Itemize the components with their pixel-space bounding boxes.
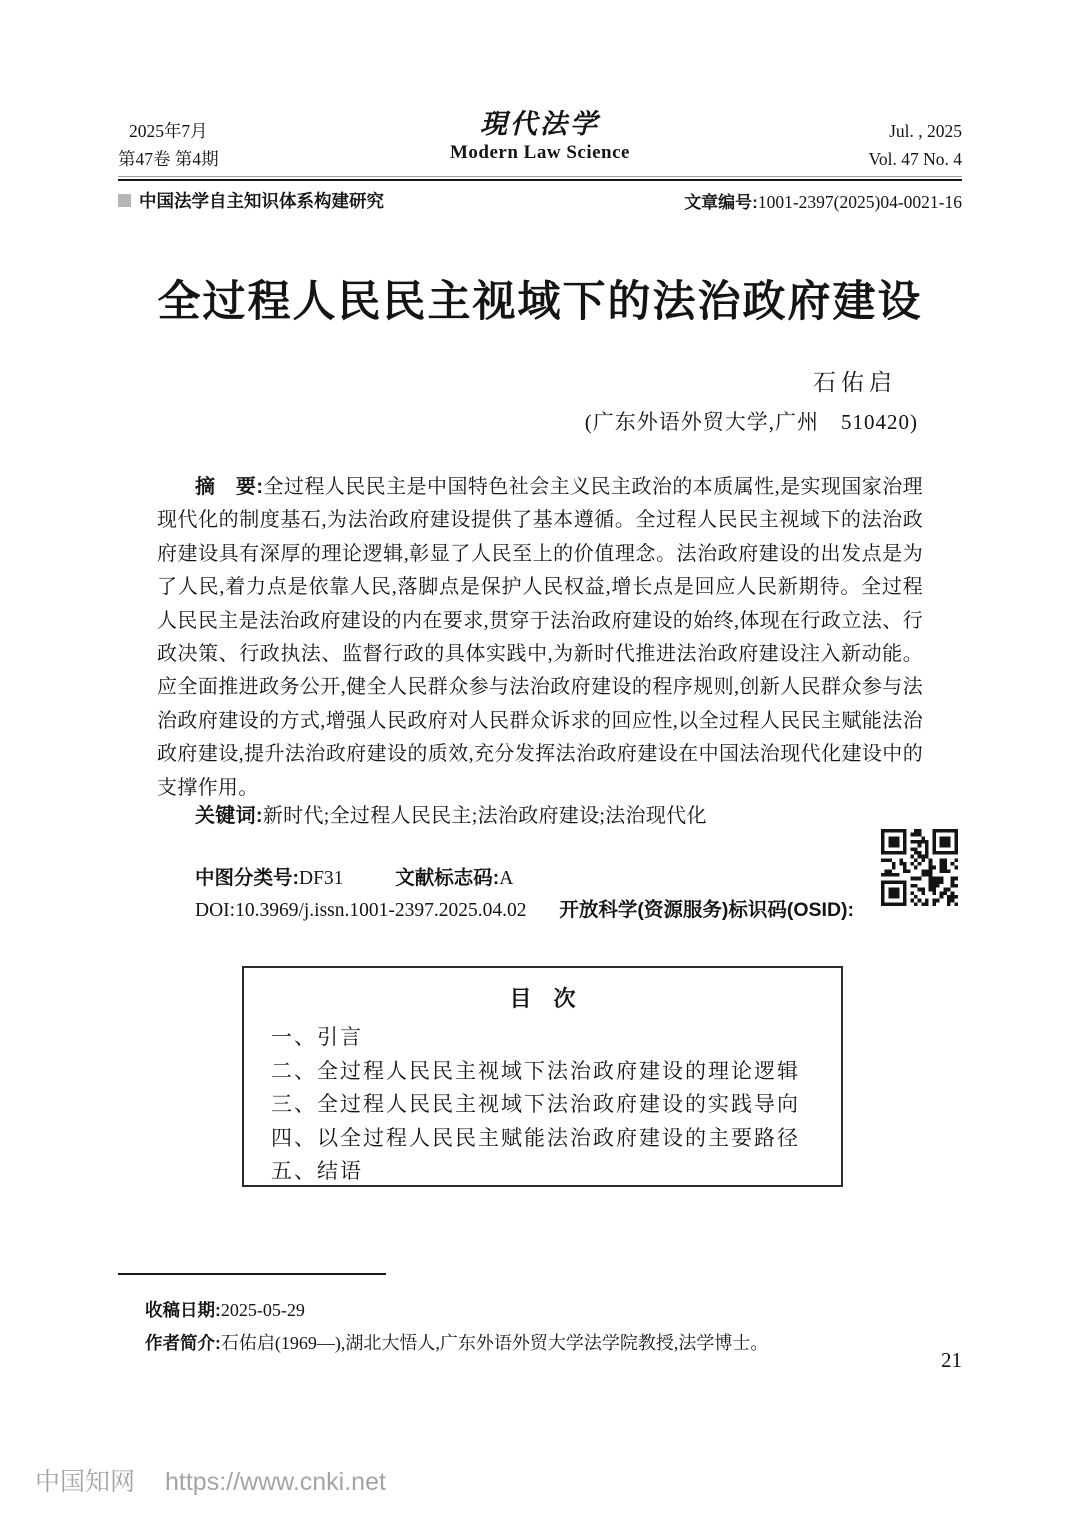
toc-item-2: 二、全过程人民民主视域下法治政府建设的理论逻辑 <box>271 1058 800 1083</box>
clc-value: DF31 <box>299 868 344 889</box>
keywords-text: 新时代;全过程人民民主;法治政府建设;法治现代化 <box>262 805 707 827</box>
masthead-rule <box>118 176 962 181</box>
keywords-line <box>157 799 923 828</box>
issue-month-cn: 2025年7月 <box>128 121 208 141</box>
cnki-url: https://www.cnki.net <box>165 1468 386 1496</box>
column-marker-square-icon <box>118 194 131 207</box>
toc-items <box>271 1021 841 1189</box>
column-row <box>118 188 962 212</box>
article-title: 全过程人民民主视域下的法治政府建设 <box>157 279 923 326</box>
toc-heading: 目 次 <box>509 986 576 1011</box>
toc-item-1: 一、引言 <box>271 1025 363 1049</box>
toc-item-3: 三、全过程人民民主视域下法治政府建设的实践导向 <box>271 1092 800 1116</box>
cnki-site-name: 中国知网 <box>35 1468 136 1496</box>
author-name: 石佑启 <box>813 370 897 395</box>
column-title: 中国法学自主知识体系构建研究 <box>139 190 384 211</box>
toc-item-5: 五、结语 <box>271 1159 363 1183</box>
received-date-value: 2025-05-29 <box>220 1300 305 1320</box>
classification-row <box>195 862 513 890</box>
doc-code-label: 文献标志码: <box>395 867 500 889</box>
clc-label: 中图分类号: <box>195 867 299 889</box>
article-number-label: 文章编号: <box>684 192 758 212</box>
abstract-text: 全过程人民民主是中国特色社会主义民主政治的本质属性,是实现国家治理现代化的制度基石,为法治政府建设提供了基本遵循。全过程人民民主视域下的法治政府建设具有深厚的理论逻辑,彰显了人民至上的价值理念。法治政府建设的出发点是为了人民,着力点是依靠人民,落脚点是保护人民权益,增长点是回应人民新期待。全过程人民民主是法治政府建设的内在要求,贯穿于法治政府建设的始终,体现在行政立法、行政决策、行政执法、监督行政的具体实践中,为新时代推进法治政府建设注入新动能。应全面推进政务公开,健全人民群众参与法治政府建设的程序规则,创新人民群众参与法治政府建设的方式,增强人民政府对人民群众诉求的回应性,以全过程人民民主赋能法治政府建设,提升法治政府建设的质效,充分发挥法治政府建设在中国法治现代化建设中的支撑作用。 <box>157 476 923 799</box>
author-bio-line <box>145 1327 768 1360</box>
page-number: 21 <box>941 1348 962 1372</box>
author-bio-value: 石佑启(1969—),湖北大悟人,广东外语外贸大学法学院教授,法学博士。 <box>220 1333 769 1353</box>
abstract-label: 摘 要: <box>195 476 264 498</box>
received-date-label: 收稿日期: <box>145 1300 221 1320</box>
cnki-watermark <box>35 1462 386 1498</box>
masthead-issue-en <box>868 117 962 173</box>
special-column-label <box>118 188 384 213</box>
volume-issue-en: Vol. 47 No. 4 <box>868 149 962 169</box>
author-bio-label: 作者简介: <box>145 1333 221 1353</box>
volume-issue-cn: 第47卷 第4期 <box>118 149 219 169</box>
abstract-paragraph <box>157 471 923 805</box>
author-affiliation: (广东外语外贸大学,广州 510420) <box>584 410 918 434</box>
issue-month-en: Jul. , 2025 <box>889 121 962 141</box>
journal-title-english: Modern Law Science <box>450 142 630 163</box>
article-number <box>684 188 962 213</box>
footnote-block <box>145 1294 768 1360</box>
journal-title-calligraphy: 現代法学 <box>480 109 600 139</box>
doi-value: DOI:10.3969/j.issn.1001-2397.2025.04.02 <box>195 900 527 921</box>
doc-code-value: A <box>499 868 514 889</box>
article-number-value: 1001-2397(2025)04-0021-16 <box>757 191 962 212</box>
footnote-rule <box>118 1273 386 1275</box>
received-date-line <box>145 1294 768 1327</box>
doi-row <box>195 894 854 922</box>
toc-item-4: 四、以全过程人民民主赋能法治政府建设的主要路径 <box>271 1125 800 1150</box>
toc-box <box>242 966 843 1187</box>
osid-qr-code-icon <box>881 829 958 906</box>
keywords-label: 关键词: <box>195 805 263 827</box>
osid-label: 开放科学(资源服务)标识码(OSID): <box>559 899 855 921</box>
